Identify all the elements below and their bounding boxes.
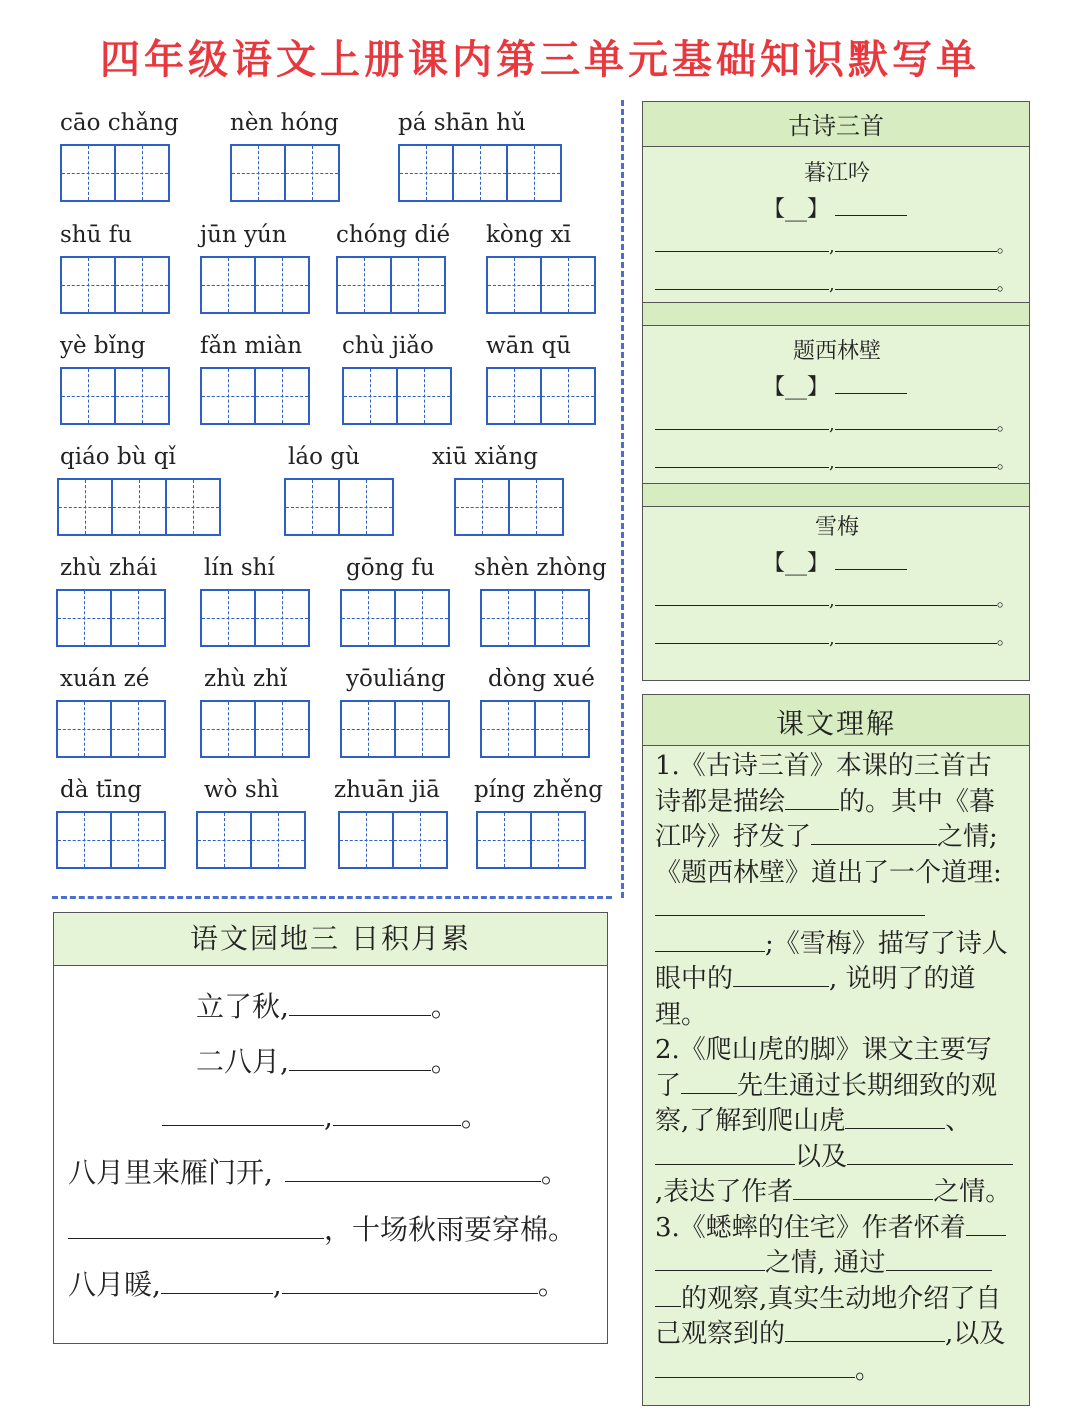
writing-box[interactable] bbox=[534, 700, 590, 758]
pinyin-row-2 bbox=[0, 220, 620, 330]
writing-box[interactable] bbox=[254, 589, 310, 647]
writing-box[interactable] bbox=[486, 367, 542, 425]
writing-box[interactable] bbox=[254, 367, 310, 425]
answer-blank[interactable] bbox=[811, 820, 937, 845]
pinyin-item bbox=[60, 553, 166, 647]
writing-box[interactable] bbox=[338, 478, 394, 536]
poem-separator bbox=[643, 483, 1029, 507]
answer-blank[interactable] bbox=[333, 1099, 461, 1126]
answer-blank[interactable] bbox=[655, 273, 829, 290]
writing-box[interactable] bbox=[200, 589, 256, 647]
answer-blank[interactable] bbox=[655, 589, 829, 606]
answer-blank[interactable] bbox=[289, 989, 431, 1016]
pinyin-item bbox=[346, 664, 450, 758]
writing-boxes[interactable] bbox=[336, 256, 450, 314]
rijiyuelei-line-5: ，十场秋雨要穿棉。 bbox=[68, 1208, 576, 1248]
pinyin-label: wān qū bbox=[486, 333, 572, 359]
pinyin-label: shū fu bbox=[60, 222, 133, 248]
vertical-divider bbox=[621, 100, 624, 898]
pinyin-item bbox=[204, 553, 310, 647]
page-title: 四年级语文上册课内第三单元基础知识默写单 bbox=[100, 37, 980, 83]
pinyin-label: kòng xī bbox=[486, 222, 571, 248]
writing-box[interactable] bbox=[60, 367, 116, 425]
answer-blank[interactable] bbox=[68, 1212, 324, 1239]
pinyin-label: píng zhěng bbox=[474, 777, 604, 803]
pinyin-item bbox=[204, 775, 306, 869]
rijiyuelei-panel bbox=[53, 912, 608, 1344]
writing-box[interactable] bbox=[506, 144, 562, 202]
answer-blank[interactable] bbox=[655, 627, 829, 644]
answer-blank[interactable] bbox=[835, 413, 997, 430]
writing-box[interactable] bbox=[540, 367, 596, 425]
writing-box[interactable] bbox=[254, 256, 310, 314]
answer-blank[interactable] bbox=[835, 373, 907, 394]
writing-box[interactable] bbox=[254, 700, 310, 758]
answer-blank[interactable] bbox=[785, 785, 839, 810]
writing-box[interactable] bbox=[534, 589, 590, 647]
writing-box[interactable] bbox=[110, 589, 166, 647]
answer-blank[interactable] bbox=[655, 235, 829, 252]
writing-box[interactable] bbox=[530, 811, 586, 869]
answer-blank[interactable] bbox=[655, 451, 829, 468]
writing-boxes[interactable] bbox=[284, 478, 394, 536]
poem-line: , 。 bbox=[655, 586, 1015, 612]
answer-blank[interactable] bbox=[845, 1104, 945, 1129]
writing-box[interactable] bbox=[336, 256, 392, 314]
writing-box[interactable] bbox=[284, 478, 340, 536]
answer-blank[interactable] bbox=[835, 273, 997, 290]
pinyin-item bbox=[486, 220, 596, 314]
pinyin-row-7 bbox=[0, 775, 620, 885]
writing-boxes[interactable] bbox=[57, 478, 221, 536]
poem-line: , 。 bbox=[655, 410, 1015, 436]
writing-box[interactable] bbox=[452, 144, 508, 202]
understanding-panel bbox=[642, 694, 1030, 1406]
pinyin-label: nèn hóng bbox=[230, 110, 339, 136]
writing-box[interactable] bbox=[114, 256, 170, 314]
writing-boxes[interactable] bbox=[200, 700, 310, 758]
writing-box[interactable] bbox=[398, 144, 454, 202]
poem-separator bbox=[643, 302, 1029, 326]
writing-boxes[interactable] bbox=[60, 367, 170, 425]
writing-box[interactable] bbox=[508, 478, 564, 536]
answer-blank[interactable] bbox=[785, 1317, 945, 1342]
writing-boxes[interactable] bbox=[480, 589, 607, 647]
writing-box[interactable] bbox=[60, 144, 116, 202]
writing-box[interactable] bbox=[392, 811, 448, 869]
pinyin-row-4 bbox=[0, 442, 620, 552]
rijiyuelei-line-3: , 。 bbox=[162, 1095, 489, 1135]
pinyin-label: pá shān hǔ bbox=[398, 110, 526, 136]
writing-box[interactable] bbox=[57, 478, 113, 536]
answer-blank[interactable] bbox=[793, 1175, 933, 1200]
writing-box[interactable] bbox=[396, 367, 452, 425]
writing-box[interactable] bbox=[60, 256, 116, 314]
pinyin-label: wò shì bbox=[204, 777, 279, 803]
answer-blank[interactable] bbox=[655, 1282, 681, 1307]
writing-box[interactable] bbox=[476, 811, 532, 869]
writing-box[interactable] bbox=[340, 700, 396, 758]
writing-box[interactable] bbox=[230, 144, 286, 202]
answer-blank[interactable] bbox=[655, 891, 925, 916]
rijiyuelei-heading: 语文园地三 日积月累 bbox=[54, 913, 607, 966]
answer-blank[interactable] bbox=[655, 1353, 855, 1378]
writing-boxes[interactable] bbox=[342, 367, 452, 425]
answer-blank[interactable] bbox=[835, 451, 997, 468]
poem-author-3: 【__】 bbox=[763, 546, 907, 577]
pinyin-item bbox=[60, 108, 179, 202]
writing-boxes[interactable] bbox=[200, 256, 310, 314]
answer-blank[interactable] bbox=[966, 1211, 1006, 1236]
writing-boxes[interactable] bbox=[398, 144, 562, 202]
writing-boxes[interactable] bbox=[338, 811, 448, 869]
pinyin-label: fǎn miàn bbox=[200, 333, 303, 359]
writing-boxes[interactable] bbox=[486, 367, 596, 425]
pinyin-item bbox=[200, 220, 310, 314]
poem-author-2: 【__】 bbox=[763, 370, 907, 401]
pinyin-item bbox=[230, 108, 340, 202]
pinyin-label: chóng dié bbox=[336, 222, 451, 248]
answer-blank[interactable] bbox=[162, 1099, 324, 1126]
writing-box[interactable] bbox=[342, 367, 398, 425]
answer-blank[interactable] bbox=[835, 627, 997, 644]
writing-boxes[interactable] bbox=[340, 700, 450, 758]
pinyin-item bbox=[60, 775, 166, 869]
pinyin-item bbox=[432, 442, 564, 536]
pinyin-label: qiáo bù qǐ bbox=[60, 444, 176, 470]
writing-box[interactable] bbox=[111, 478, 167, 536]
pinyin-row-6 bbox=[0, 664, 620, 774]
pinyin-item bbox=[488, 664, 595, 758]
rijiyuelei-line-1: 立了秋, 。 bbox=[196, 990, 459, 1023]
writing-boxes[interactable] bbox=[200, 589, 310, 647]
pinyin-label: lín shí bbox=[204, 555, 275, 581]
pinyin-item bbox=[486, 331, 596, 425]
writing-boxes[interactable] bbox=[56, 811, 166, 869]
understanding-text: 1.《古诗三首》本课的三首古诗都是描绘 的。其中《暮江吟》抒发了 之情;《题西林壁》道出了一个道理:;《雪梅》描写了诗人眼中的 , 说明了的道理。 2.《爬山虎的脚》课文主要写了 先生通过长期细致的观察,了解到爬山虎 、以及,表达了作者 之情。 3.《蟋蟀的住宅》作者怀着之情, 通过的观察,真实生动地介绍了自己观察到的 ,以及。 bbox=[655, 751, 1012, 1385]
pinyin-label: cāo chǎng bbox=[60, 110, 179, 136]
poem-title-3: 雪梅 bbox=[814, 515, 859, 540]
pinyin-item bbox=[474, 553, 607, 647]
writing-box[interactable] bbox=[480, 589, 536, 647]
writing-boxes[interactable] bbox=[200, 367, 310, 425]
writing-boxes[interactable] bbox=[60, 144, 179, 202]
writing-boxes[interactable] bbox=[340, 589, 450, 647]
pinyin-row-5 bbox=[0, 553, 620, 663]
writing-box[interactable] bbox=[114, 144, 170, 202]
answer-blank[interactable] bbox=[289, 1044, 431, 1071]
writing-box[interactable] bbox=[110, 700, 166, 758]
answer-blank[interactable] bbox=[681, 1069, 737, 1094]
writing-box[interactable] bbox=[486, 256, 542, 314]
poems-panel bbox=[642, 101, 1030, 681]
rijiyuelei-line-4: 八月里来雁门开, 。 bbox=[68, 1156, 569, 1189]
answer-blank[interactable] bbox=[282, 1267, 538, 1294]
pinyin-label: yōuliáng bbox=[346, 666, 446, 692]
poem-title-1: 暮江吟 bbox=[803, 161, 870, 186]
poem-line: , 。 bbox=[655, 448, 1015, 474]
answer-blank[interactable] bbox=[655, 413, 829, 430]
writing-boxes[interactable] bbox=[476, 811, 603, 869]
writing-box[interactable] bbox=[165, 478, 221, 536]
pinyin-item bbox=[200, 331, 310, 425]
pinyin-label: jūn yún bbox=[200, 222, 287, 248]
answer-blank[interactable] bbox=[835, 235, 997, 252]
pinyin-label: láo gù bbox=[288, 444, 360, 470]
poem-line: , 。 bbox=[655, 232, 1015, 258]
pinyin-item bbox=[60, 220, 170, 314]
pinyin-label: shèn zhòng bbox=[474, 555, 607, 581]
rijiyuelei-line-6: 八月暖, , 。 bbox=[68, 1268, 566, 1301]
writing-box[interactable] bbox=[540, 256, 596, 314]
answer-blank[interactable] bbox=[655, 1246, 765, 1271]
poem-title-2: 题西林壁 bbox=[792, 339, 881, 364]
writing-box[interactable] bbox=[200, 256, 256, 314]
answer-blank[interactable] bbox=[847, 1140, 1013, 1165]
writing-box[interactable] bbox=[284, 144, 340, 202]
writing-box[interactable] bbox=[56, 700, 112, 758]
writing-box[interactable] bbox=[390, 256, 446, 314]
pinyin-item bbox=[204, 664, 310, 758]
writing-box[interactable] bbox=[340, 589, 396, 647]
writing-box[interactable] bbox=[250, 811, 306, 869]
poems-heading: 古诗三首 bbox=[643, 102, 1029, 147]
pinyin-item bbox=[60, 664, 166, 758]
writing-box[interactable] bbox=[56, 589, 112, 647]
horizontal-divider bbox=[52, 896, 612, 899]
answer-blank[interactable] bbox=[835, 589, 997, 606]
writing-box[interactable] bbox=[480, 700, 536, 758]
pinyin-row-1 bbox=[0, 108, 620, 218]
answer-blank[interactable] bbox=[655, 927, 765, 952]
answer-blank[interactable] bbox=[835, 549, 907, 570]
answer-blank[interactable] bbox=[655, 1140, 795, 1165]
answer-blank[interactable] bbox=[285, 1155, 541, 1182]
answer-blank[interactable] bbox=[161, 1267, 273, 1294]
writing-boxes[interactable] bbox=[486, 256, 596, 314]
poem-line: , 。 bbox=[655, 624, 1015, 650]
poem-line: , 。 bbox=[655, 270, 1015, 296]
pinyin-label: xuán zé bbox=[60, 666, 150, 692]
pinyin-item bbox=[398, 108, 562, 202]
pinyin-label: chù jiǎo bbox=[342, 333, 434, 359]
pinyin-item bbox=[60, 442, 221, 536]
pinyin-label: dòng xué bbox=[488, 666, 595, 692]
writing-box[interactable] bbox=[454, 478, 510, 536]
pinyin-item bbox=[288, 442, 394, 536]
pinyin-item bbox=[474, 775, 603, 869]
writing-box[interactable] bbox=[200, 367, 256, 425]
understanding-heading: 课文理解 bbox=[643, 695, 1029, 746]
pinyin-label: dà tīng bbox=[60, 777, 142, 803]
writing-box[interactable] bbox=[56, 811, 112, 869]
writing-box[interactable] bbox=[394, 589, 450, 647]
writing-boxes[interactable] bbox=[230, 144, 340, 202]
writing-box[interactable] bbox=[200, 700, 256, 758]
pinyin-row-3 bbox=[0, 331, 620, 441]
pinyin-item bbox=[342, 331, 452, 425]
writing-boxes[interactable] bbox=[196, 811, 306, 869]
pinyin-label: zhù zhǐ bbox=[204, 666, 288, 692]
pinyin-label: zhù zhái bbox=[60, 555, 158, 581]
writing-box[interactable] bbox=[114, 367, 170, 425]
pinyin-label: gōng fu bbox=[346, 555, 435, 581]
answer-blank[interactable] bbox=[886, 1246, 992, 1271]
pinyin-item bbox=[60, 331, 170, 425]
writing-box[interactable] bbox=[338, 811, 394, 869]
poem-author-1: 【__】 bbox=[763, 192, 907, 223]
writing-boxes[interactable] bbox=[60, 256, 170, 314]
pinyin-label: xiū xiǎng bbox=[432, 444, 539, 470]
pinyin-item bbox=[334, 775, 448, 869]
pinyin-item bbox=[336, 220, 450, 314]
pinyin-item bbox=[346, 553, 450, 647]
writing-boxes[interactable] bbox=[56, 700, 166, 758]
writing-boxes[interactable] bbox=[454, 478, 564, 536]
answer-blank[interactable] bbox=[733, 962, 829, 987]
pinyin-label: zhuān jiā bbox=[334, 777, 440, 803]
writing-box[interactable] bbox=[196, 811, 252, 869]
writing-boxes[interactable] bbox=[480, 700, 595, 758]
writing-box[interactable] bbox=[110, 811, 166, 869]
writing-boxes[interactable] bbox=[56, 589, 166, 647]
pinyin-label: yè bǐng bbox=[60, 333, 146, 359]
answer-blank[interactable] bbox=[835, 195, 907, 216]
rijiyuelei-line-2: 二八月, 。 bbox=[196, 1045, 459, 1078]
writing-box[interactable] bbox=[394, 700, 450, 758]
